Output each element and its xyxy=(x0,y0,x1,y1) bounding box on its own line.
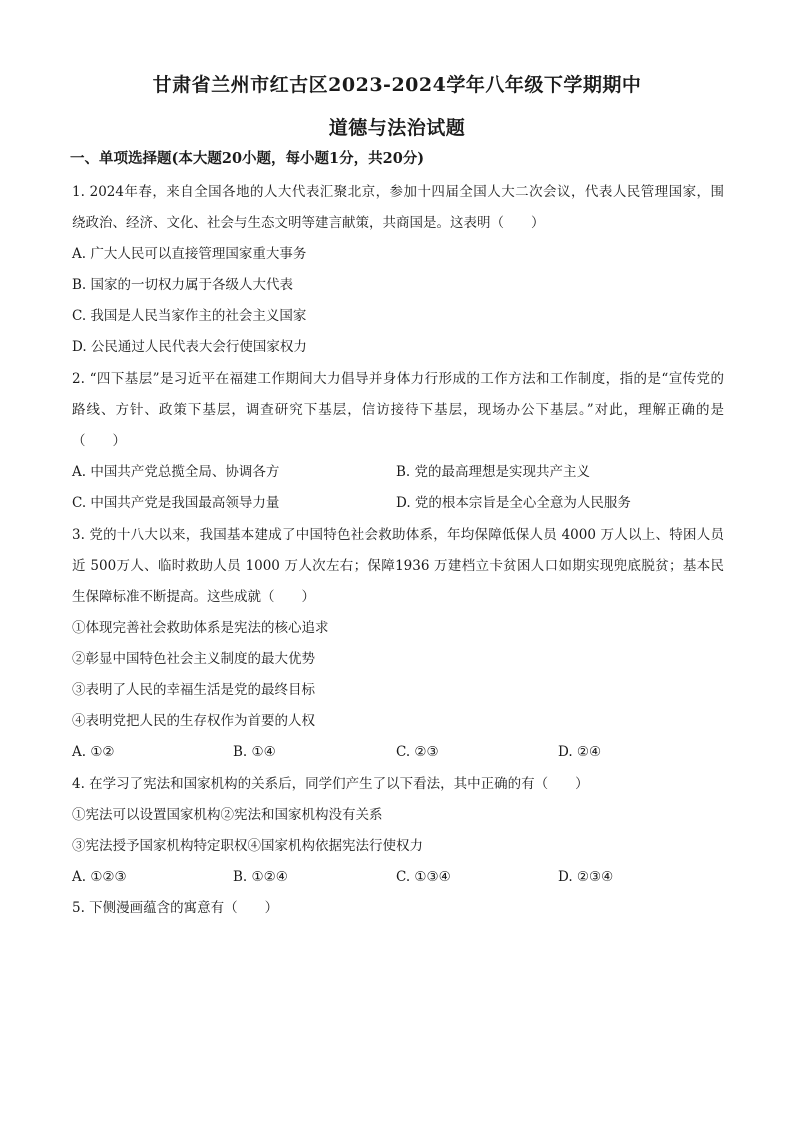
q2-option-a: A. 中国共产党总揽全局、协调各方 xyxy=(72,464,280,480)
q2-option-d: D. 党的根本宗旨是全心全意为人民服务 xyxy=(396,495,631,511)
page-subtitle: 道德与法治试题 xyxy=(328,117,466,139)
q3-statement-1: ①体现完善社会救助体系是宪法的核心追求 xyxy=(72,620,329,636)
q4-stem-line1: 4. 在学习了宪法和国家机构的关系后，同学们产生了以下看法，其中正确的有（ ） xyxy=(72,776,589,792)
q3-stem-line1: 3. 党的十八大以来，我国基本建成了中国特色社会救助体系，年均保障低保人员 4000 万人以上、特困人员 xyxy=(72,527,724,543)
q3-stem-line3: 生保障标准不断提高。这些成就（ ） xyxy=(72,589,315,605)
q3-option-d: D. ②④ xyxy=(558,744,602,760)
q3-option-a: A. ①② xyxy=(72,744,115,760)
q1-option-c: C. 我国是人民当家作主的社会主义国家 xyxy=(72,308,307,324)
q1-stem-line1: 1. 2024年春，来自全国各地的人大代表汇聚北京，参加十四届全国人大二次会议，代表人民管理国家，围 xyxy=(72,184,724,200)
q5-stem-line1: 5. 下侧漫画蕴含的寓意有（ ） xyxy=(72,900,279,916)
q3-option-c: C. ②③ xyxy=(396,744,439,760)
q3-statement-3: ③表明了人民的幸福生活是党的最终目标 xyxy=(72,682,315,698)
q1-stem-line2: 绕政治、经济、文化、社会与生态文明等建言献策，共商国是。这表明（ ） xyxy=(72,215,545,231)
q2-stem-line3: （ ） xyxy=(72,433,126,449)
q3-stem-line2: 近 500万人、临时救助人员 1000 万人次左右；保障1936 万建档立卡贫困人口如期实现兜底脱贫；基本民 xyxy=(72,558,724,574)
q4-option-a: A. ①②③ xyxy=(72,869,127,885)
q4-option-d: D. ②③④ xyxy=(558,869,614,885)
q4-statements-1-2: ①宪法可以设置国家机构②宪法和国家机构没有关系 xyxy=(72,807,383,823)
section-heading: 一、单项选择题(本大题20小题，每小题1分，共20分) xyxy=(70,150,425,167)
q1-option-b: B. 国家的一切权力属于各级人大代表 xyxy=(72,277,294,293)
q2-option-b: B. 党的最高理想是实现共产主义 xyxy=(396,464,591,480)
q3-statement-4: ④表明党把人民的生存权作为首要的人权 xyxy=(72,713,315,729)
q1-option-d: D. 公民通过人民代表大会行使国家权力 xyxy=(72,339,307,355)
q2-stem-line1: 2. “四下基层”是习近平在福建工作期间大力倡导并身体力行形成的工作方法和工作制度，指的是“宣传党的 xyxy=(72,371,724,387)
page-title: 甘肃省兰州市红古区2023-2024学年八年级下学期期中 xyxy=(152,74,642,96)
q2-stem-line2: 路线、方针、政策下基层，调查研究下基层，信访接待下基层，现场办公下基层。”对此，理解正确的是 xyxy=(72,402,724,418)
q4-option-c: C. ①③④ xyxy=(396,869,451,885)
q1-option-a: A. 广大人民可以直接管理国家重大事务 xyxy=(72,246,307,262)
q3-statement-2: ②彰显中国特色社会主义制度的最大优势 xyxy=(72,651,315,667)
q2-option-c: C. 中国共产党是我国最高领导力量 xyxy=(72,495,280,511)
q4-statements-3-4: ③宪法授予国家机构特定职权④国家机构依据宪法行使权力 xyxy=(72,838,423,854)
q4-option-b: B. ①②④ xyxy=(233,869,288,885)
q3-option-b: B. ①④ xyxy=(233,744,276,760)
